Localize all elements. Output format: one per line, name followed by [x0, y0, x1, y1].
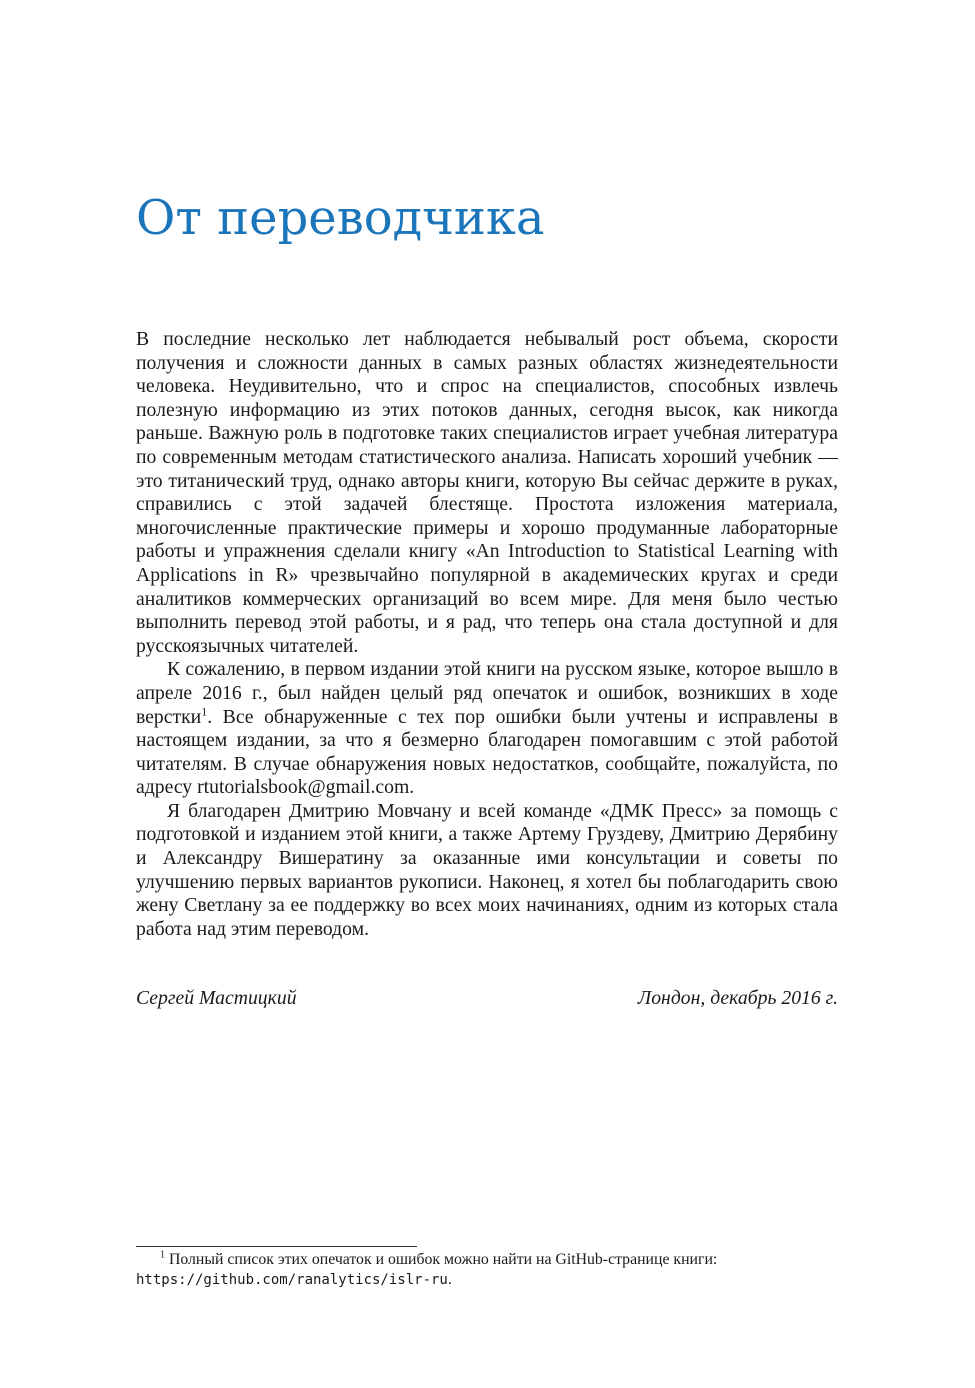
- place-date: Лондон, декабрь 2016 г.: [637, 987, 838, 1009]
- footnote-reference[interactable]: 1: [201, 703, 208, 718]
- footnote-end: .: [447, 1271, 452, 1288]
- footnote-mark: 1: [160, 1249, 165, 1261]
- page-title: От переводчика: [136, 190, 545, 246]
- paragraph-2-text-end: . Все обнаруженные с тех пор ошибки были учтены и исправлены в настоящем издании, за что я безмерно благодарен помогавшим с этой работой читателям. В случае обнаружения новых недостатков, сообщайте, пожалуйста, по адресу rtutorialsbook@gmail.com.: [136, 705, 838, 799]
- paragraph-1: В последние несколько лет наблюдается небывалый рост объема, скорости получения и сложности данных в самых разных областях жизнедеятельности человека. Неудивительно, что и спрос на специалистов, способных извлечь полезную информацию из этих потоков данных, сегодня высок, как никогда раньше. Важную роль в подготовке таких специалистов играет учебная литература по современным методам статистического анализа. Написать хороший учебник — это титанический труд, однако авторы книги, которую Вы сейчас держите в руках, справились с этой задачей блестяще. Простота изложения материала, многочисленные практические примеры и хорошо продуманные лабораторные работы и упражнения сделали книгу «An Introduction to Statistical Learning with Applications in R» чрезвычайно популярной в академических кругах и среди аналитиков коммерческих организаций во всем мире. Для меня было честью выполнить перевод этой работы, и я рад, что теперь она стала доступной и для русскоязычных читателей.: [136, 328, 838, 657]
- paragraph-2-text-start: К сожалению, в первом издании этой книги на русском языке, которое вышло в апреле 2016 г., был найден целый ряд опечаток и ошибок, возникших в ходе верстки: [136, 658, 838, 728]
- author-name: Сергей Мастицкий: [136, 987, 297, 1009]
- footnote-text: Полный список этих опечаток и ошибок можно найти на GitHub-странице книги:: [168, 1251, 718, 1268]
- paragraph-2: [136, 658, 838, 800]
- signature-line: [136, 986, 838, 1010]
- preface-body: [136, 328, 838, 941]
- footnote-line-1: [136, 1250, 838, 1270]
- footnote-divider: [136, 1246, 417, 1247]
- footnote-url-link[interactable]: https://github.com/ranalytics/islr-ru: [136, 1272, 448, 1288]
- footnote: [136, 1250, 838, 1290]
- paragraph-3: Я благодарен Дмитрию Мовчану и всей команде «ДМК Пресс» за помощь с подготовкой и изданием этой книги, а также Артему Груздеву, Дмитрию Дерябину и Александру Вишератину за оказанные ими консультации и советы по улучшению первых вариантов рукописи. Наконец, я хотел бы поблагодарить свою жену Светлану за ее поддержку во всех моих начинаниях, одним из которых стала работа над этим переводом.: [136, 799, 838, 940]
- footnote-line-2: [136, 1270, 838, 1290]
